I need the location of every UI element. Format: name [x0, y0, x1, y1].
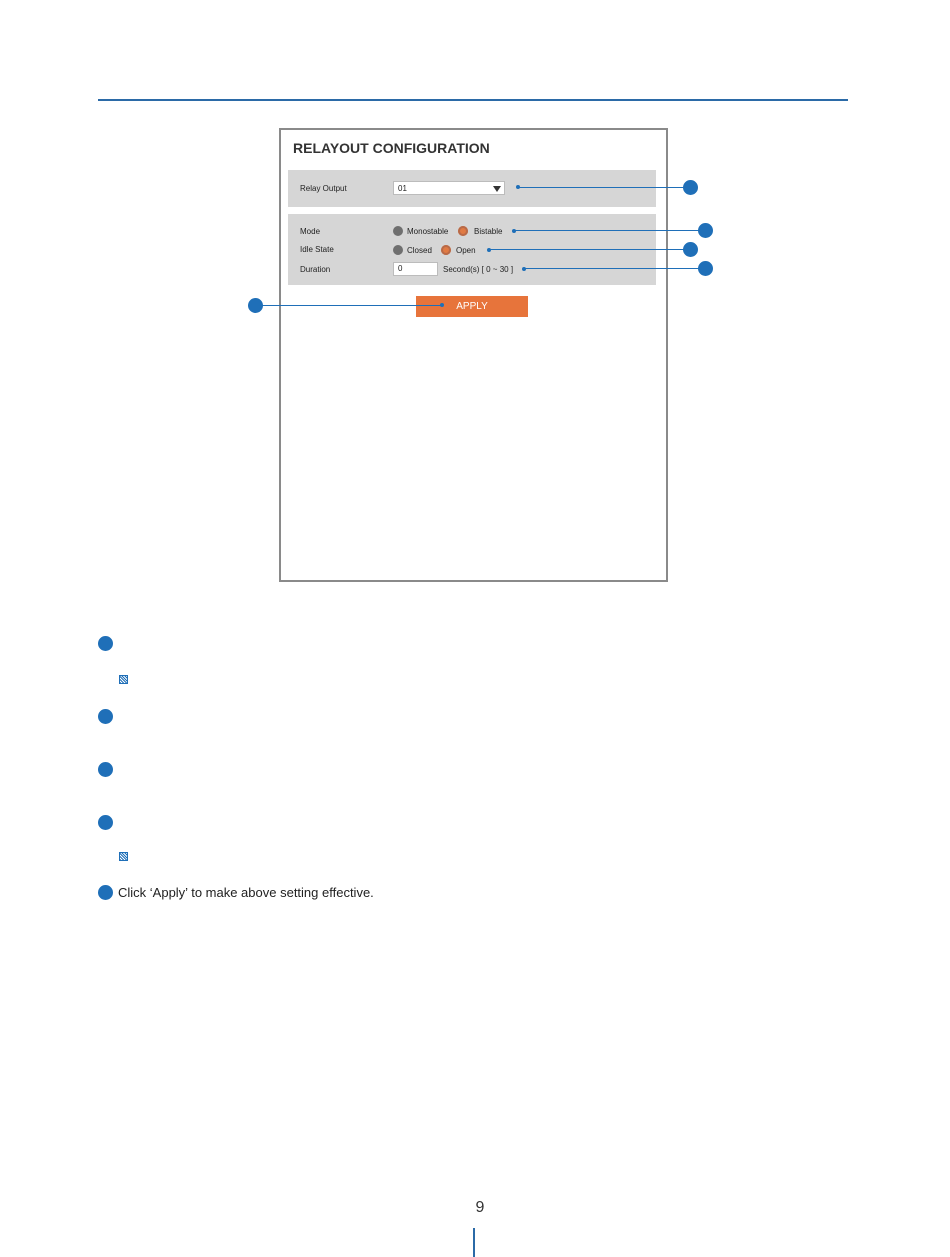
apply-button[interactable]: APPLY	[416, 296, 528, 317]
callout-marker-3	[683, 242, 698, 257]
relay-output-label: Relay Output	[300, 184, 347, 193]
duration-label: Duration	[300, 265, 331, 274]
duration-unit: Second(s) [ 0 ~ 30 ]	[443, 265, 514, 274]
panel-title: RELAYOUT CONFIGURATION	[293, 140, 490, 156]
idle-state-label: Idle State	[300, 245, 334, 254]
mode-label: Mode	[300, 227, 321, 236]
desc-marker-4	[98, 815, 113, 830]
footer-bar	[473, 1228, 475, 1257]
callout-line	[489, 249, 687, 250]
mode-bistable-radio[interactable]	[458, 226, 468, 236]
chevron-down-icon	[493, 186, 501, 192]
mode-bistable-label: Bistable	[474, 227, 503, 236]
duration-input[interactable]: 0	[393, 262, 438, 276]
relayout-config-panel	[279, 128, 668, 582]
desc-marker-1	[98, 636, 113, 651]
callout-tip	[440, 303, 444, 307]
relay-output-group	[288, 170, 656, 207]
page-number: 9	[475, 1199, 485, 1216]
desc-marker-5	[98, 885, 113, 900]
callout-line	[514, 230, 701, 231]
note-icon	[119, 675, 128, 684]
idle-open-radio[interactable]	[441, 245, 451, 255]
desc-marker-2	[98, 709, 113, 724]
header-rule	[98, 99, 848, 101]
desc-marker-3	[98, 762, 113, 777]
callout-line	[260, 305, 442, 306]
callout-marker-2	[698, 223, 713, 238]
callout-line	[524, 268, 702, 269]
relay-output-value: 01	[398, 184, 407, 193]
callout-marker-4	[698, 261, 713, 276]
apply-description: Click ‘Apply’ to make above setting effective.	[118, 885, 374, 900]
idle-open-label: Open	[456, 246, 476, 255]
idle-closed-label: Closed	[407, 246, 432, 255]
idle-closed-radio[interactable]	[393, 245, 403, 255]
note-icon	[119, 852, 128, 861]
callout-line	[518, 187, 688, 188]
relay-output-select[interactable]	[393, 181, 505, 195]
mode-monostable-radio[interactable]	[393, 226, 403, 236]
callout-marker-1	[683, 180, 698, 195]
mode-monostable-label: Monostable	[407, 227, 449, 236]
